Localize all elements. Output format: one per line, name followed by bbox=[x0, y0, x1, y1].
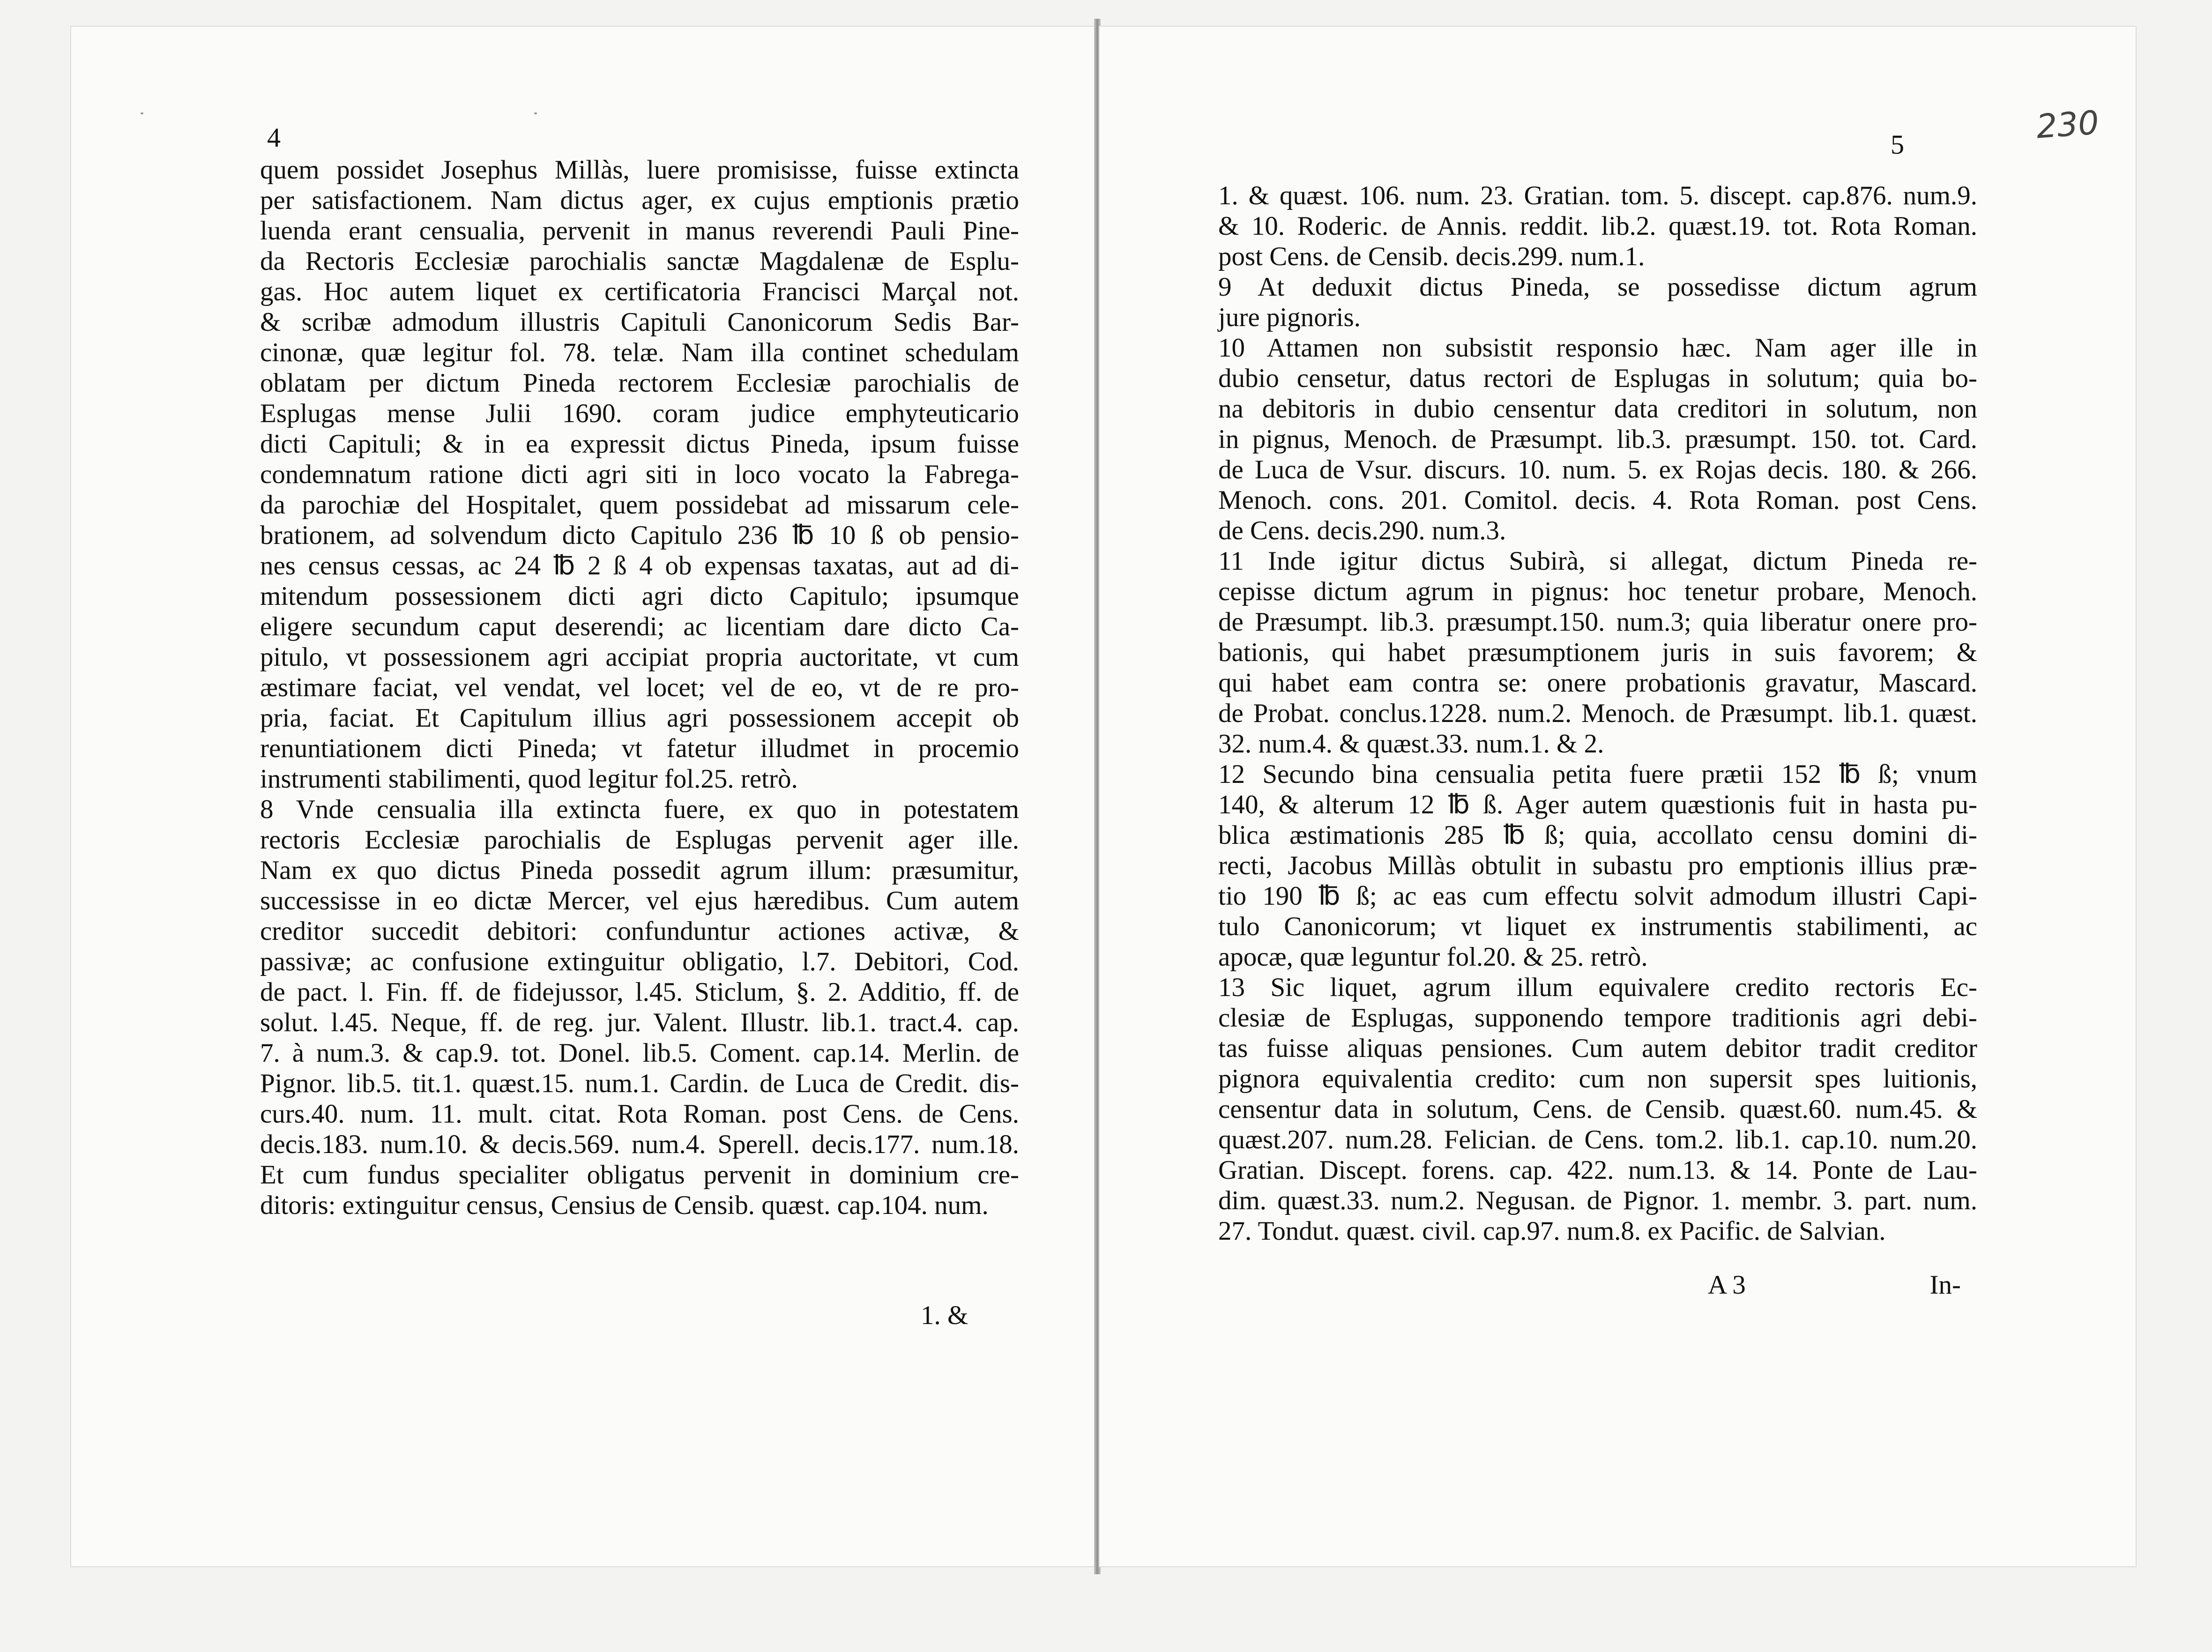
text-line: per satisfactionem. Nam dictus ager, ex cujus emptionis prætio bbox=[260, 186, 1019, 215]
text-line: 12 Secundo bina censualia petita fuere prætii 152 ℔ ß; vnum bbox=[1218, 759, 1977, 789]
page-number-right: 5 bbox=[1891, 129, 1904, 160]
text-line: de Cens. decis.290. num.3. bbox=[1218, 516, 1506, 545]
text-line: passivæ; ac confusione extinguitur obligatio, l.7. Debitori, Cod. bbox=[260, 947, 1019, 976]
right-page-text bbox=[1218, 180, 1977, 1246]
page-number-left: 4 bbox=[267, 122, 281, 153]
text-line: rectoris Ecclesiæ parochialis de Esplugas pervenit ager ille. bbox=[260, 825, 1019, 855]
text-line: gas. Hoc autem liquet ex certificatoria Francisci Marçal not. bbox=[260, 277, 1019, 306]
text-line: dim. quæst.33. num.2. Negusan. de Pignor. 1. membr. 3. part. num. bbox=[1218, 1186, 1977, 1215]
text-line: cinonæ, quæ legitur fol. 78. telæ. Nam illa continet schedulam bbox=[260, 338, 1019, 367]
text-line: pria, faciat. Et Capitulum illius agri possessionem accepit ob bbox=[260, 703, 1019, 733]
text-line: instrumenti stabilimenti, quod legitur fol.25. retrò. bbox=[260, 764, 798, 794]
text-line: in pignus, Menoch. de Præsumpt. lib.3. præsumpt. 150. tot. Card. bbox=[1218, 424, 1977, 454]
left-page bbox=[70, 26, 1101, 1567]
handwritten-folio-number: 230 bbox=[2035, 103, 2100, 146]
text-line: & scribæ admodum illustris Capituli Canonicorum Sedis Bar- bbox=[260, 307, 1019, 337]
text-line: Menoch. cons. 201. Comitol. decis. 4. Rota Roman. post Cens. bbox=[1218, 485, 1977, 515]
text-line: de Luca de Vsur. discurs. 10. num. 5. ex Rojas decis. 180. & 266. bbox=[1218, 455, 1977, 484]
text-line: da parochiæ del Hospitalet, quem possidebat ad missarum cele- bbox=[260, 490, 1019, 520]
text-line: nes census cessas, ac 24 ℔ 2 ß 4 ob expensas taxatas, aut ad di- bbox=[260, 551, 1019, 580]
text-line: blica æstimationis 285 ℔ ß; quia, accollato censu domini di- bbox=[1218, 820, 1977, 850]
text-line: decis.183. num.10. & decis.569. num.4. Sperell. decis.177. num.18. bbox=[260, 1130, 1019, 1159]
text-line: ditoris: extinguitur census, Censius de Censib. quæst. cap.104. num. bbox=[260, 1191, 989, 1220]
text-line: luenda erant censualia, pervenit in manus reverendi Pauli Pine- bbox=[260, 216, 1019, 246]
text-line: 27. Tondut. quæst. civil. cap.97. num.8. ex Pacific. de Salvian. bbox=[1218, 1216, 1886, 1246]
text-line: apocæ, quæ leguntur fol.20. & 25. retrò. bbox=[1218, 942, 1648, 972]
text-line: cepisse dictum agrum in pignus: hoc tenetur probare, Menoch. bbox=[1218, 577, 1977, 606]
right-page bbox=[1099, 26, 2137, 1567]
text-line: æstimare faciat, vel vendat, vel locet; vel de eo, vt de re pro- bbox=[260, 673, 1019, 702]
text-line: 32. num.4. & quæst.33. num.1. & 2. bbox=[1218, 729, 1604, 759]
text-line: 1. & quæst. 106. num. 23. Gratian. tom. 5. discept. cap.876. num.9. bbox=[1218, 181, 1977, 210]
text-line: 8 Vnde censualia illa extincta fuere, ex quo in potestatem bbox=[260, 795, 1019, 824]
text-line: successisse in eo dictæ Mercer, vel ejus hæredibus. Cum autem bbox=[260, 886, 1019, 915]
text-line: 13 Sic liquet, agrum illum equivalere credito rectoris Ec- bbox=[1218, 973, 1977, 1002]
signature-mark: A 3 bbox=[1708, 1270, 1746, 1300]
left-page-text bbox=[260, 155, 1019, 1220]
text-line: censentur data in solutum, Cens. de Censib. quæst.60. num.45. & bbox=[1218, 1094, 1977, 1124]
right-catchword: In- bbox=[1929, 1270, 1961, 1300]
text-line: de Probat. conclus.1228. num.2. Menoch. de Præsumpt. lib.1. quæst. bbox=[1218, 699, 1977, 728]
text-line: solut. l.45. Neque, ff. de reg. jur. Valent. Illustr. lib.1. tract.4. cap. bbox=[260, 1008, 1019, 1037]
text-line: dubio censetur, datus rectori de Esplugas in solutum; quia bo- bbox=[1218, 364, 1977, 393]
text-line: clesiæ de Esplugas, supponendo tempore traditionis agri debi- bbox=[1218, 1003, 1977, 1033]
text-line: post Cens. de Censib. decis.299. num.1. bbox=[1218, 242, 1645, 271]
text-line: 9 At deduxit dictus Pineda, se possedisse dictum agrum bbox=[1218, 272, 1977, 302]
paper-speck bbox=[534, 112, 537, 114]
text-line: Pignor. lib.5. tit.1. quæst.15. num.1. Cardin. de Luca de Credit. dis- bbox=[260, 1069, 1019, 1098]
text-line: jure pignoris. bbox=[1218, 303, 1361, 332]
paper-speck bbox=[141, 112, 143, 114]
text-line: na debitoris in dubio censentur data creditori in solutum, non bbox=[1218, 394, 1977, 424]
text-line: Nam ex quo dictus Pineda possedit agrum illum: præsumitur, bbox=[260, 856, 1019, 885]
text-line: tio 190 ℔ ß; ac eas cum effectu solvit admodum illustri Capi- bbox=[1218, 881, 1977, 911]
text-line: brationem, ad solvendum dicto Capitulo 236 ℔ 10 ß ob pensio- bbox=[260, 521, 1019, 550]
text-line: oblatam per dictum Pineda rectorem Ecclesiæ parochialis de bbox=[260, 368, 1019, 398]
text-line: Et cum fundus specialiter obligatus pervenit in dominium cre- bbox=[260, 1160, 1019, 1190]
text-line: tas fuisse aliquas pensiones. Cum autem debitor tradit creditor bbox=[1218, 1034, 1977, 1063]
text-line: bationis, qui habet præsumptionem juris in suis favorem; & bbox=[1218, 638, 1977, 667]
text-line: & 10. Roderic. de Annis. reddit. lib.2. quæst.19. tot. Rota Roman. bbox=[1218, 211, 1977, 241]
text-line: eligere secundum caput deserendi; ac licentiam dare dicto Ca- bbox=[260, 612, 1019, 641]
text-line: dicti Capituli; & in ea expressit dictus Pineda, ipsum fuisse bbox=[260, 429, 1019, 459]
text-line: 7. à num.3. & cap.9. tot. Donel. lib.5. Coment. cap.14. Merlin. de bbox=[260, 1038, 1019, 1068]
text-line: renuntiationem dicti Pineda; vt fatetur illudmet in procemio bbox=[260, 734, 1019, 763]
text-line: quæst.207. num.28. Felician. de Cens. tom.2. lib.1. cap.10. num.20. bbox=[1218, 1125, 1977, 1154]
text-line: de pact. l. Fin. ff. de fidejussor, l.45. Sticlum, §. 2. Additio, ff. de bbox=[260, 977, 1019, 1007]
text-line: quem possidet Josephus Millàs, luere promisisse, fuisse extincta bbox=[260, 155, 1019, 185]
text-line: da Rectoris Ecclesiæ parochialis sanctæ Magdalenæ de Esplu- bbox=[260, 246, 1019, 276]
left-catchword: 1. & bbox=[921, 1301, 968, 1330]
text-line: curs.40. num. 11. mult. citat. Rota Roman. post Cens. de Cens. bbox=[260, 1099, 1019, 1129]
right-footer bbox=[1708, 1270, 1961, 1300]
text-line: condemnatum ratione dicti agri siti in loco vocato la Fabrega- bbox=[260, 460, 1019, 489]
text-line: mitendum possessionem dicti agri dicto Capitulo; ipsumque bbox=[260, 581, 1019, 611]
text-line: creditor succedit debitori: confunduntur actiones activæ, & bbox=[260, 916, 1019, 946]
text-line: de Præsumpt. lib.3. præsumpt.150. num.3; quia liberatur onere pro- bbox=[1218, 607, 1977, 637]
text-line: 11 Inde igitur dictus Subirà, si allegat, dictum Pineda re- bbox=[1218, 546, 1977, 576]
text-line: pitulo, vt possessionem agri accipiat propria auctoritate, vt cum bbox=[260, 642, 1019, 672]
text-line: Esplugas mense Julii 1690. coram judice emphyteuticario bbox=[260, 399, 1019, 428]
text-line: recti, Jacobus Millàs obtulit in subastu pro emptionis illius præ- bbox=[1218, 851, 1977, 880]
text-line: 10 Attamen non subsistit responsio hæc. Nam ager ille in bbox=[1218, 333, 1977, 363]
text-line: pignora equivalentia credito: cum non supersit spes luitionis, bbox=[1218, 1064, 1977, 1094]
text-line: 140, & alterum 12 ℔ ß. Ager autem quæstionis fuit in hasta pu- bbox=[1218, 790, 1977, 819]
text-line: tulo Canonicorum; vt liquet ex instrumentis stabilimenti, ac bbox=[1218, 912, 1977, 941]
text-line: qui habet eam contra se: onere probationis gravatur, Mascard. bbox=[1218, 668, 1977, 698]
text-line: Gratian. Discept. forens. cap. 422. num.13. & 14. Ponte de Lau- bbox=[1218, 1155, 1977, 1185]
